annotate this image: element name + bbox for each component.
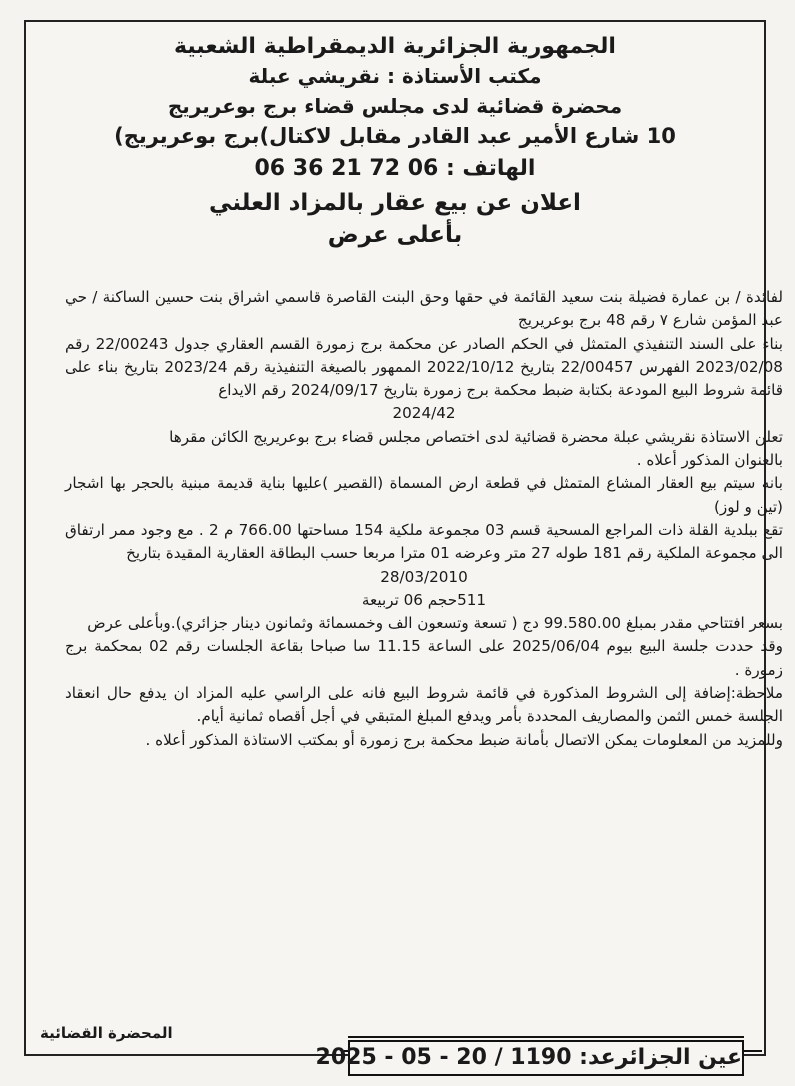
republic-heading: الجمهورية الجزائرية الديمقراطية الشعبية <box>174 34 616 59</box>
enforcement-paragraph: بناء على السند التنفيذي المتمثل في الحكم الصادر عن محكمة برج زمورة القسم العقاري جدول 22/00243 رقم 2023/02/08 الفهرس 22/00457 بتاريخ 2022/10/12 الممهور بالصيغة التنفيذية رقم 2023/24 بتاريخ بناء على قائمة شروط البيع المودعة بكتابة ضبط محكمة برج زمورة بتاريخ 2024/09/17 رقم الايداع <box>65 334 783 400</box>
registration-date: 28/03/2010 <box>380 567 468 586</box>
announcement-body <box>65 286 783 752</box>
office-heading: مكتب الأستاذة : نقريشي عبلة <box>248 64 542 89</box>
office-address: 10 شارع الأمير عبد القادر مقابل لاكتال)برج بوعريريج) <box>114 124 676 149</box>
bailiff-title: محضرة قضائية لدى مجلس قضاء برج بوعريريج <box>167 94 623 119</box>
highest-offer-subtitle: بأعلى عرض <box>327 221 463 248</box>
announcement-title: اعلان عن بيع عقار بالمزاد العلني <box>209 189 581 216</box>
deposit-number: 2024/42 <box>392 404 456 423</box>
document-header <box>26 34 764 249</box>
footer-rule-right <box>744 1050 762 1052</box>
newspaper-issue-box: عين الجزائرعد: 1190 / 20 - 05 - 2025 <box>348 1040 744 1076</box>
opening-price-paragraph: بسعر افتتاحي مقدر بمبلغ 99.580.00 دج ( تسعة وتسعون الف وخمسمائة وثمانون دينار جزائري).وبأعلى عرض <box>87 614 783 633</box>
signature-label: المحضرة القضائية <box>40 1024 173 1042</box>
registration-volume: 511حجم 06 تربيعة <box>361 590 487 609</box>
property-location: تقع ببلدية القلة ذات المراجع المسحية قسم 03 مجموعة ملكية 154 مساحتها 766.00 م 2 . مع وجود ممر ارتفاق الى مجموعة الملكية رقم 181 طوله 27 متر وعرضه 01 مترا مربعا حسب البطاقة العقارية المقيدة بتاريخ <box>65 520 783 563</box>
phone-number: الهاتف : 06 72 21 36 06 <box>254 155 536 181</box>
beneficiary-paragraph: لفائدة / بن عمارة فضيلة بنت سعيد القائمة في حقها وحق البنت القاصرة قاسمي اشراق بنت حسين الساكنة / حي عبد المؤمن شارع ٧ رقم 48 برج بوعريريج <box>65 288 783 330</box>
note-paragraph: ملاحظة:إضافة إلى الشروط المذكورة في قائمة شروط البيع فانه على الراسي عليه المزاد ان يدفع حال انعقاد الجلسة خمس الثمن والمصاريف المحددة بأمر ويدفع المبلغ المتبقي في أجل أقصاه ثمانية أيام. <box>65 684 783 726</box>
contact-paragraph: وللمزيد من المعلومات يمكن الاتصال بأمانة ضبط محكمة برج زمورة أو بمكتب الاستاذة المذكور أعلاه . <box>145 730 783 749</box>
auction-session-paragraph: وقد حددت جلسة البيع بيوم 2025/06/04 على الساعة 11.15 سا صباحا بقاعة الجلسات رقم 02 بمحكمة برج زمورة . <box>65 637 783 679</box>
bailiff-announcement-paragraph: تعلن الاستاذة نقريشي عبلة محضرة قضائية لدى اختصاص مجلس قضاء برج بوعريريج الكائن مقرها <box>169 427 783 446</box>
address-reference: بالعنوان المذكور أعلاه . <box>636 451 783 470</box>
property-description: بانه سيتم بيع العقار المشاع المتمثل في قطعة ارض المسماة (القصير )عليها بناية قديمة مبنية بالحجر بها اشجار (تين و لوز) <box>65 474 783 516</box>
